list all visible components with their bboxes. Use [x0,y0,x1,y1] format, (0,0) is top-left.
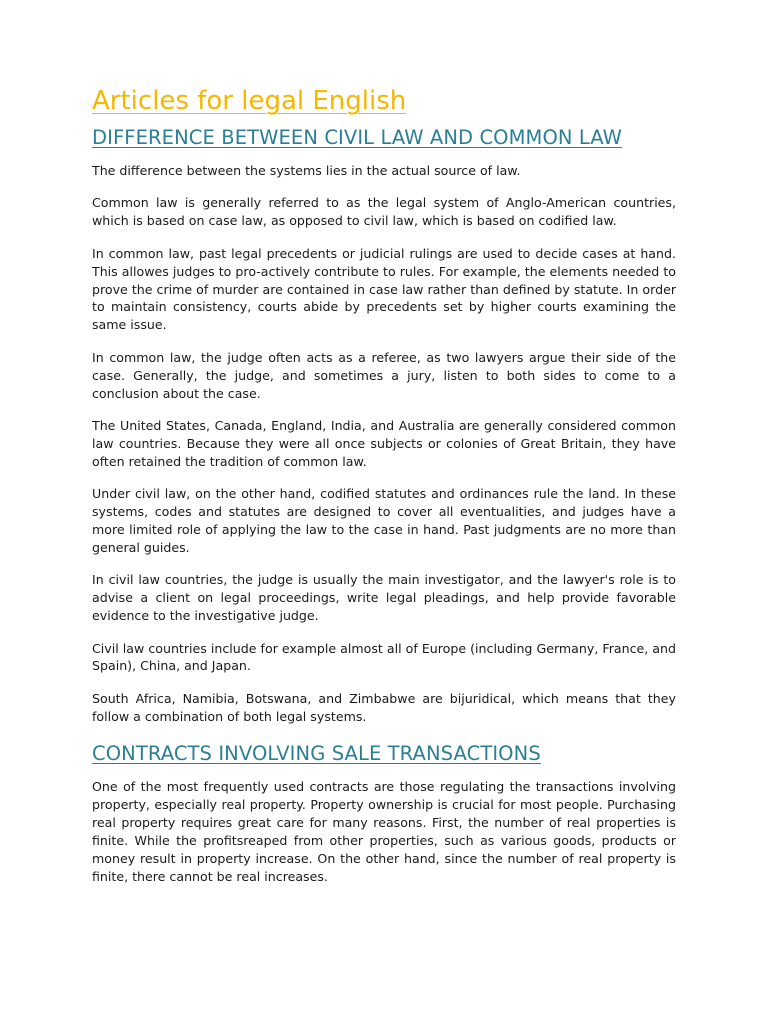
paragraph: One of the most frequently used contracts are those regulating the transactions involving property, especially real property. Property ownership is crucial for most people. Purchasing real property requires great care for many reasons. First, the number of real properties is finite. While the profitsreaped from other properties, such as various goods, products or money result in property increase. On the other hand, since the number of real property is finite, there cannot be real increases. [92,779,676,884]
document-page [92,84,676,900]
section-heading: DIFFERENCE BETWEEN CIVIL LAW AND COMMON LAW [92,126,623,149]
paragraph: Civil law countries include for example almost all of Europe (including Germany, France, and Spain), China, and Japan. [92,640,676,674]
paragraph: In civil law countries, the judge is usually the main investigator, and the lawyer's role is to advise a client on legal proceedings, write legal pleadings, and help provide favorable evidence to the investigative judge. [92,572,676,624]
section-civil-vs-common-law [92,124,676,726]
paragraph: Under civil law, on the other hand, codified statutes and ordinances rule the land. In these systems, codes and statutes are designed to cover all eventualities, and judges have a more limited role of applying the law to the case in hand. Past judgments are no more than general guides. [92,486,676,555]
paragraph: In common law, past legal precedents or judicial rulings are used to decide cases at hand. This allowes judges to pro-actively contribute to rules. For example, the elements needed to prove the crime of murder are contained in case law rather than defined by statute. In order to maintain consistency, courts abide by precedents set by higher courts examining the same issue. [92,245,676,333]
paragraph: South Africa, Namibia, Botswana, and Zimbabwe are bijuridical, which means that they follow a combination of both legal systems. [92,690,676,724]
document-title: Articles for legal English [92,86,407,116]
paragraph: The difference between the systems lies in the actual source of law. [92,163,521,178]
section-sale-contracts [92,740,676,885]
section-heading: CONTRACTS INVOLVING SALE TRANSACTIONS [92,742,541,766]
paragraph: In common law, the judge often acts as a referee, as two lawyers argue their side of the case. Generally, the judge, and sometimes a jury, listen to both sides to come to a conclusion about the case. [92,349,676,401]
paragraph: Common law is generally referred to as the legal system of Anglo-American countries, which is based on case law, as opposed to civil law, which is based on codified law. [92,195,676,229]
paragraph: The United States, Canada, England, India, and Australia are generally considered common law countries. Because they were all once subjects or colonies of Great Britain, they have often retained the tradition of common law. [92,417,676,469]
